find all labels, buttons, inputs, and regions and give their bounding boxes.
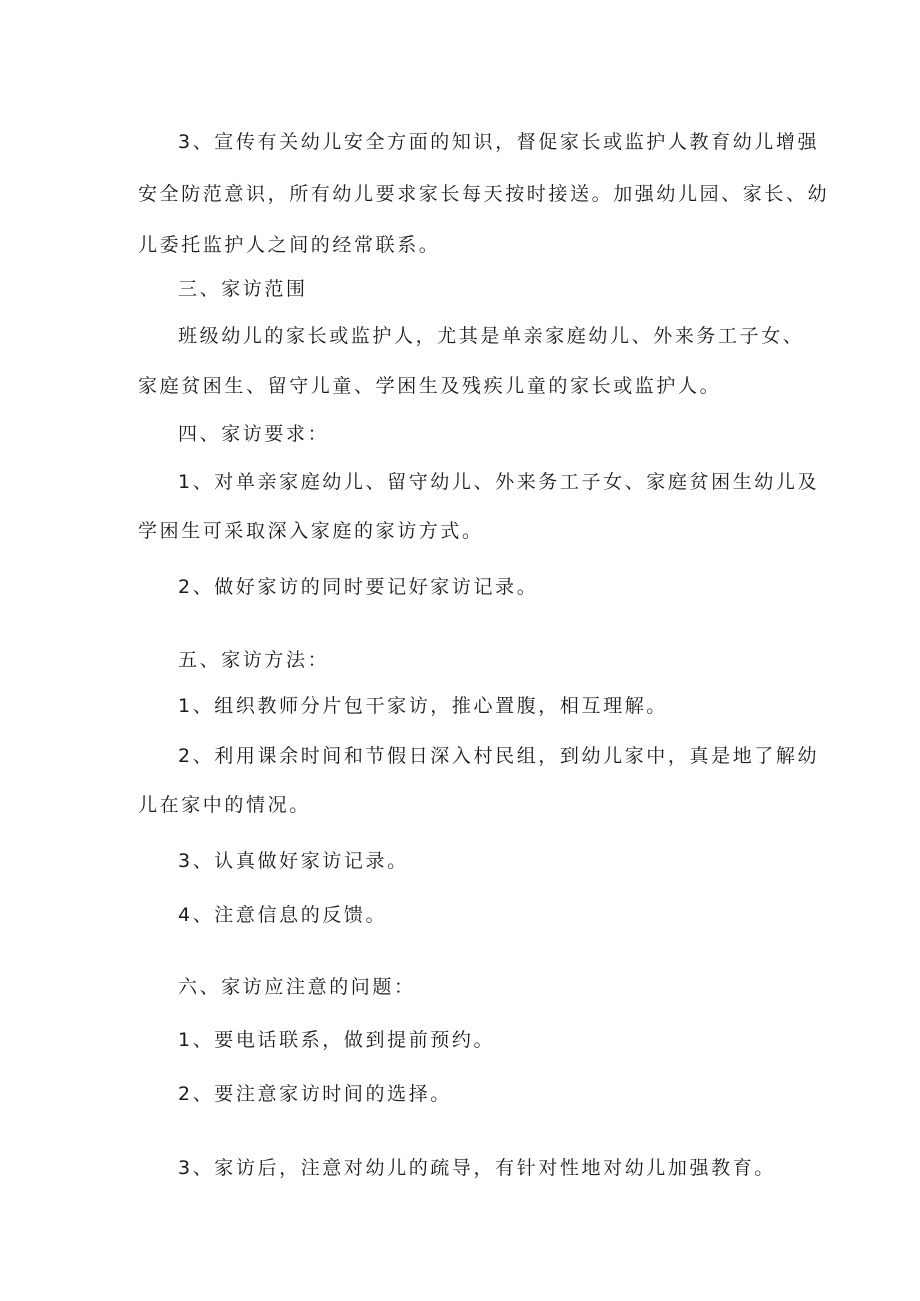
text-line: 3、认真做好家访记录。 xyxy=(178,850,409,872)
text-line: 1、要电话联系，做到提前预约。 xyxy=(178,1029,496,1051)
text-line: 班级幼儿的家长或监护人，尤其是单亲家庭幼儿、外来务工子女、 xyxy=(178,325,805,347)
section-heading: 三、家访范围 xyxy=(178,278,308,300)
text-line: 学困生可采取深入家庭的家访方式。 xyxy=(138,520,484,542)
text-line: 1、对单亲家庭幼儿、留守幼儿、外来务工子女、家庭贫困生幼儿及 xyxy=(178,471,820,493)
text-line: 2、要注意家访时间的选择。 xyxy=(178,1083,452,1105)
text-line: 家庭贫困生、留守儿童、学困生及残疾儿童的家长或监护人。 xyxy=(138,375,722,397)
text-line: 2、利用课余时间和节假日深入村民组，到幼儿家中，真是地了解幼 xyxy=(178,745,820,767)
text-line: 儿在家中的情况。 xyxy=(138,794,311,816)
text-line: 安全防范意识，所有幼儿要求家长每天按时接送。加强幼儿园、家长、幼 xyxy=(138,183,830,205)
text-line: 3、家访后，注意对幼儿的疏导，有针对性地对幼儿加强教育。 xyxy=(178,1157,776,1179)
text-line: 4、注意信息的反馈。 xyxy=(178,904,388,926)
text-line: 儿委托监护人之间的经常联系。 xyxy=(138,234,441,256)
text-line: 2、做好家访的同时要记好家访记录。 xyxy=(178,576,539,598)
section-heading: 六、家访应注意的问题： xyxy=(178,976,416,998)
text-line: 3、宣传有关幼儿安全方面的知识，督促家长或监护人教育幼儿增强 xyxy=(178,131,820,153)
section-heading: 五、家访方法： xyxy=(178,649,330,671)
text-line: 1、组织教师分片包干家访，推心置腹，相互理解。 xyxy=(178,695,668,717)
section-heading: 四、家访要求： xyxy=(178,423,330,445)
